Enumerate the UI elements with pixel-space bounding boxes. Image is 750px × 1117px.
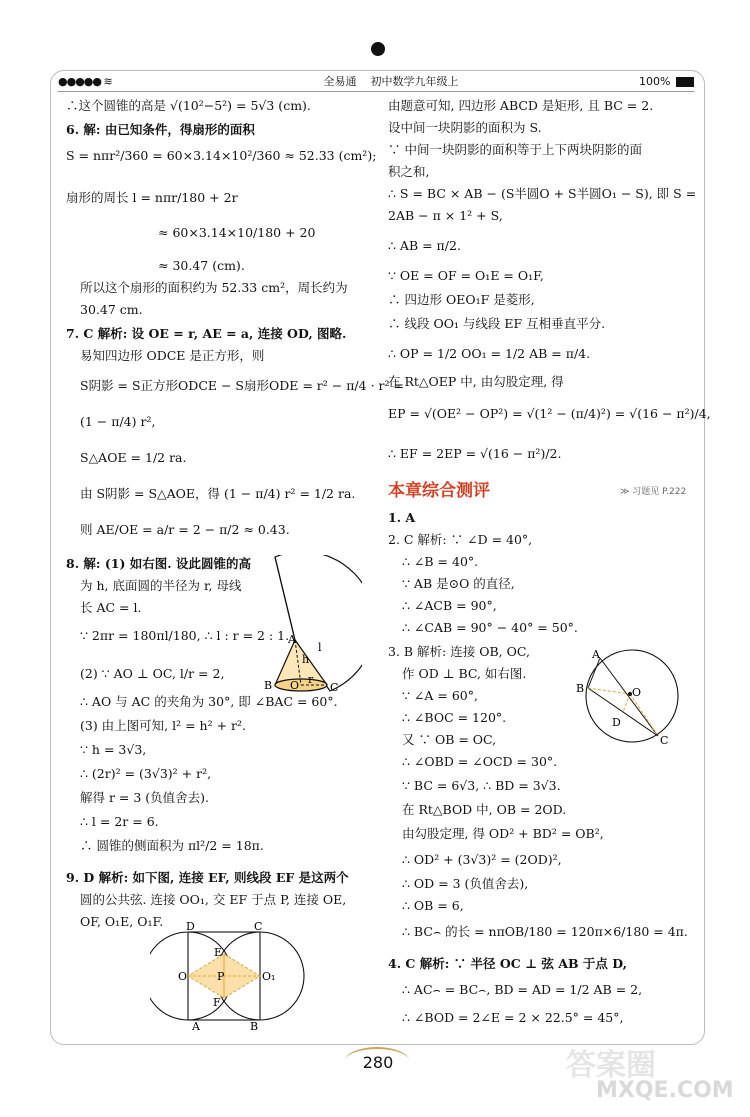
label-A: A xyxy=(592,648,600,661)
text-line: ∵ 中间一块阴影的面积等于上下两块阴影的面 xyxy=(388,142,642,157)
label-B: B xyxy=(264,679,273,692)
two-circles-figure xyxy=(150,920,310,1032)
text-line: 又 ∵ OB = OC, xyxy=(402,732,497,747)
text-line: ∴ AO 与 AC 的夹角为 30°, 即 ∠BAC = 60°. xyxy=(80,694,338,709)
status-bar xyxy=(58,72,694,90)
text-line: 在 Rt△BOD 中, OB = 2OD. xyxy=(402,802,567,817)
text-line: S = nπr²/360 = 60×3.14×10²/360 ≈ 52.33 (cm²); xyxy=(66,148,377,163)
text-line: (2) ∵ AO ⊥ OC, l/r = 2, xyxy=(80,666,225,681)
text-line: ∵ AB 是⊙O 的直径, xyxy=(402,576,515,591)
label-r: r xyxy=(308,673,314,686)
label-F: F xyxy=(213,996,221,1009)
see-exercise-link[interactable]: ≫ 习题见 P.222 xyxy=(620,487,687,497)
text-line: ∵ OE = OF = O₁E = O₁F, xyxy=(388,268,544,283)
label-O: O xyxy=(290,679,300,692)
label-A: A xyxy=(192,1020,200,1032)
header-title xyxy=(178,73,604,89)
signal-icon: ●●●●● ≋ xyxy=(58,74,112,88)
text-line: EP = √(OE² − OP²) = √(1² − (π/4)²) = √(16 − π²)/4, xyxy=(388,406,711,421)
text-line: ∴ OB = 6, xyxy=(402,898,464,913)
circle-figure xyxy=(566,648,696,748)
text-line: ∴ EF = 2EP = √(16 − π²)/2. xyxy=(388,446,562,461)
text-line: (1 − π/4) r², xyxy=(80,414,156,429)
text-line: 作 OD ⊥ BC, 如右图. xyxy=(402,666,527,681)
text-line: 7. C 解析: 设 OE = r, AE = a, 连接 OD, 图略. xyxy=(66,326,347,341)
text-line: ∴ AC⌢ = BC⌢, BD = AD = 1/2 AB = 2, xyxy=(402,982,643,997)
text-line: 30.47 cm. xyxy=(80,302,143,317)
text-line: ∴ (2r)² = (3√3)² + r², xyxy=(80,766,212,781)
battery-indicator xyxy=(604,75,694,88)
text-line: 由勾股定理, 得 OD² + BD² = OB², xyxy=(402,826,604,841)
label-P: P xyxy=(217,970,225,983)
section-header xyxy=(388,480,490,503)
label-C: C xyxy=(330,681,339,694)
label-h: h xyxy=(302,653,310,666)
cone-figure xyxy=(250,555,362,705)
text-line: ∴ ∠OBD = ∠OCD = 30°. xyxy=(402,754,558,769)
text-line: S阴影 = S正方形ODCE − S扇形ODE = r² − π/4 · r² = xyxy=(80,378,404,393)
text-line: ∴ ∠ACB = 90°, xyxy=(402,598,497,613)
text-line: 4. C 解析: ∵ 半径 OC ⊥ 弦 AB 于点 D, xyxy=(388,956,627,971)
text-line: 8. 解: (1) 如右图. 设此圆锥的高 xyxy=(66,556,251,571)
text-line: ∵ h = 3√3, xyxy=(80,742,147,757)
text-line: ∴ 四边形 OEO₁F 是菱形, xyxy=(388,292,535,307)
text-line: ∴ BC⌢ 的长 = nπOB/180 = 120π×6/180 = 4π. xyxy=(402,924,688,939)
text-line: ∵ ∠A = 60°, xyxy=(402,688,478,703)
label-l: l xyxy=(318,641,322,654)
text-line: 扇形的周长 l = nπr/180 + 2r xyxy=(66,190,238,205)
text-line: ∴ ∠B = 40°. xyxy=(402,554,479,569)
label-E: E xyxy=(214,946,223,959)
text-line: 则 AE/OE = a/r = 2 − π/2 ≈ 0.43. xyxy=(80,522,290,537)
label-D: D xyxy=(612,716,621,729)
text-line: 由题意可知, 四边形 ABCD 是矩形, 且 BC = 2. xyxy=(388,98,654,113)
text-line: 所以这个扇形的面积约为 52.33 cm²，周长约为 xyxy=(80,280,348,295)
text-line: ∴ AB = π/2. xyxy=(388,238,461,253)
text-line: 由 S阴影 = S△AOE，得 (1 − π/4) r² = 1/2 ra. xyxy=(80,486,356,501)
text-line: ∴ ∠CAB = 90° − 40° = 50°. xyxy=(402,620,578,635)
text-line: ∴ 圆锥的侧面积为 πl²/2 = 18π. xyxy=(80,838,264,853)
text-line: ∴ OD² + (3√3)² = (2OD)², xyxy=(402,852,562,867)
text-line: ≈ 30.47 (cm). xyxy=(158,258,245,273)
text-line: (3) 由上图可知, l² = h² + r². xyxy=(80,718,246,733)
label-A: A xyxy=(288,633,296,646)
text-line: ∴ ∠BOC = 120°. xyxy=(402,710,507,725)
app-name: 全易通 xyxy=(323,75,357,88)
text-line: 设中间一块阴影的面积为 S. xyxy=(388,120,542,135)
text-line: ≈ 60×3.14×10/180 + 20 xyxy=(158,225,316,240)
text-line: 圆的公共弦. 连接 OO₁, 交 EF 于点 P, 连接 OE, xyxy=(80,892,347,907)
text-line: 2. C 解析: ∵ ∠D = 40°, xyxy=(388,532,533,547)
text-line: 长 AC = l. xyxy=(80,600,142,615)
header-divider xyxy=(58,91,694,92)
label-O: O xyxy=(632,686,642,699)
camera-dot xyxy=(371,42,385,56)
label-B: B xyxy=(576,682,585,695)
text-line: 6. 解: 由已知条件，得扇形的面积 xyxy=(66,122,255,137)
label-D: D xyxy=(186,920,195,933)
text-line: 3. B 解析: 连接 OB, OC, xyxy=(388,644,530,659)
label-C: C xyxy=(254,920,263,933)
text-line: 在 Rt△OEP 中, 由勾股定理, 得 xyxy=(388,374,564,389)
text-line: 2AB − π × 1² + S, xyxy=(388,208,503,223)
text-line: S△AOE = 1/2 ra. xyxy=(80,450,187,465)
book-title: 初中数学九年级上 xyxy=(370,75,459,88)
text-line: 解得 r = 3 (负值舍去). xyxy=(80,790,210,805)
label-C: C xyxy=(660,734,669,747)
text-line: ∴ OP = 1/2 OO₁ = 1/2 AB = π/4. xyxy=(388,346,591,361)
text-line: ∴ 线段 OO₁ 与线段 EF 互相垂直平分. xyxy=(388,316,606,331)
text-line: ∴ OD = 3 (负值舍去), xyxy=(402,876,529,891)
text-line: ∴这个圆锥的高是 √(10²−5²) = 5√3 (cm). xyxy=(66,98,311,113)
text-line: ∵ 2πr = 180πl/180, ∴ l : r = 2 : 1. xyxy=(80,628,290,643)
battery-percent: 100% xyxy=(639,74,671,88)
section-title: 本章综合测评 xyxy=(388,481,490,501)
page-number: 280 xyxy=(362,1053,394,1072)
text-line: 为 h, 底面圆的半径为 r, 母线 xyxy=(80,578,242,593)
text-line: 9. D 解析: 如下图, 连接 EF, 则线段 EF 是这两个 xyxy=(66,870,349,885)
text-line: ∵ BC = 6√3, ∴ BD = 3√3. xyxy=(402,778,561,793)
text-line: ∴ ∠BOD = 2∠E = 2 × 22.5° = 45°, xyxy=(402,1010,624,1025)
label-O: O xyxy=(178,970,188,983)
text-line: ∴ l = 2r = 6. xyxy=(80,814,159,829)
text-line: OF, O₁E, O₁F. xyxy=(80,914,164,929)
text-line: 易知四边形 ODCE 是正方形，则 xyxy=(80,348,265,363)
label-B: B xyxy=(250,1020,259,1032)
battery-icon xyxy=(676,77,694,87)
text-line: ∴ S = BC × AB − (S半圆O + S半圆O₁ − S), 即 S = xyxy=(388,186,697,201)
text-line: 积之和, xyxy=(388,164,430,179)
text-line: 1. A xyxy=(388,510,416,525)
watermark-logo: 答案圈 xyxy=(566,1048,656,1083)
label-O1: O₁ xyxy=(262,970,276,983)
watermark-url: MXQE.COM xyxy=(596,1078,734,1103)
